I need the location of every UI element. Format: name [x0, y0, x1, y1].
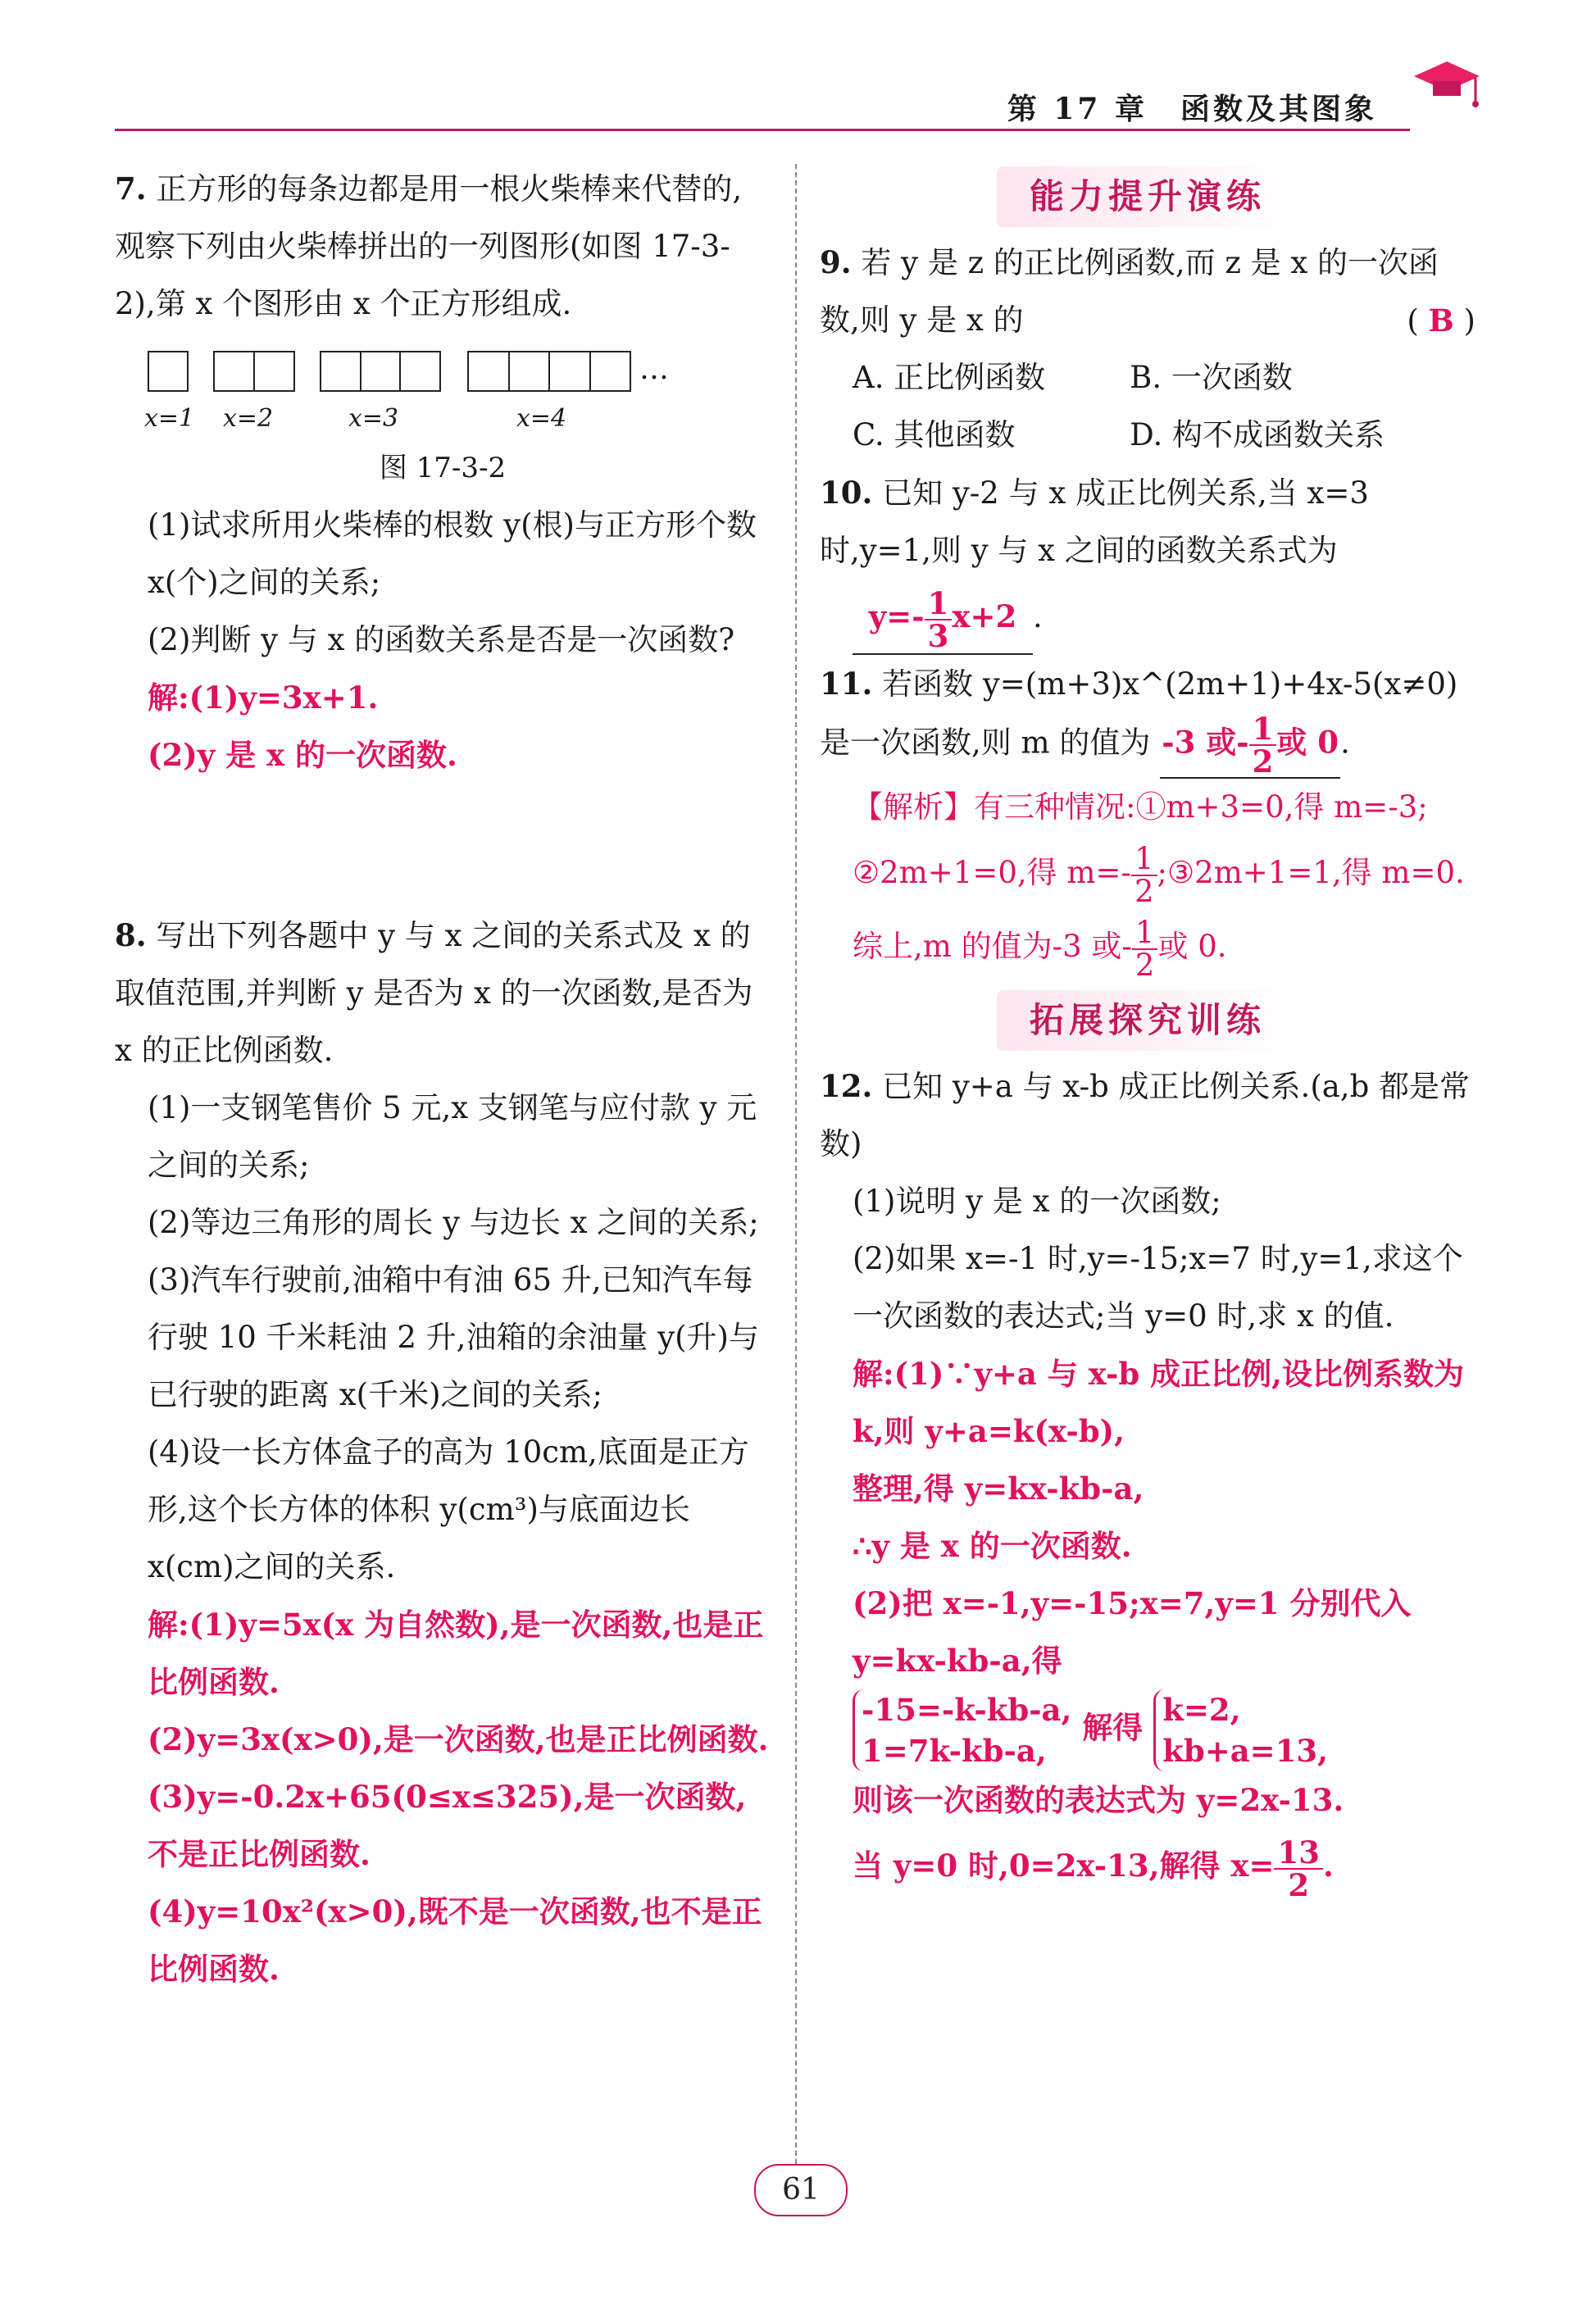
section-heading-extension	[820, 990, 1476, 1051]
figure-label: x=2	[223, 404, 274, 433]
answer-line: (2)把 x=-1,y=-15;x=7,y=1 分别代入 y=kx-kb-a,得	[853, 1585, 1412, 1679]
period: .	[1340, 725, 1350, 761]
sub-question: (2)如果 x=-1 时,y=-15;x=7 时,y=1,求这个一次函数的表达式;当 y=0 时,求 x 的值.	[853, 1241, 1463, 1334]
chapter-title: 第 17 章 函数及其图象	[1007, 92, 1377, 126]
answer-line: 则该一次函数的表达式为 y=2x-13.	[853, 1782, 1344, 1818]
solve-word: 解得	[1082, 1709, 1144, 1746]
answer-line: 解:(1)y=3x+1.	[148, 680, 379, 716]
question-number: 12.	[820, 1068, 873, 1104]
equation: kb+a=13,	[1162, 1733, 1329, 1769]
solution-system	[1153, 1689, 1328, 1771]
equation-system-line	[820, 1689, 1476, 1771]
question-12	[820, 1057, 1476, 1902]
analysis-line	[820, 910, 1476, 984]
question-10	[820, 464, 1476, 655]
page-number: 61	[754, 2164, 848, 2216]
fill-blank-answer	[1160, 713, 1340, 779]
page-header	[115, 78, 1508, 135]
sub-question: (4)设一长方体盒子的高为 10cm,底面是正方形,这个长方体的体积 y(cm³)与底面边长 x(cm)之间的关系.	[148, 1434, 749, 1584]
header-rule	[115, 129, 1410, 131]
question-number: 10.	[820, 475, 873, 511]
equation: 1=7k-kb-a,	[862, 1733, 1047, 1769]
answer-line: 解:(1)∵y+a 与 x-b 成正比例,设比例系数为 k,则 y+a=k(x-b),	[853, 1356, 1465, 1449]
sub-question: (2)判断 y 与 x 的函数关系是否是一次函数?	[148, 622, 735, 657]
answer-line: (2)y=3x(x>0),是一次函数,也是正比例函数.	[148, 1721, 769, 1757]
figure-ellipsis: …	[639, 352, 669, 386]
figure-label: x=1	[144, 404, 195, 433]
left-column	[115, 160, 771, 1998]
fill-blank-answer	[853, 580, 1033, 655]
square-group-1	[148, 351, 189, 392]
answer-line: (3)y=-0.2x+65(0≤x≤325),是一次函数,不是正比例函数.	[148, 1779, 747, 1872]
fraction	[1274, 1834, 1323, 1903]
question-number: 8.	[115, 917, 147, 953]
answer-part: 当 y=0 时,0=2x-13,解得 x=	[853, 1848, 1275, 1884]
denominator: 2	[1252, 743, 1274, 780]
graduation-cap-icon	[1410, 53, 1484, 127]
answer-line: (2)y 是 x 的一次函数.	[148, 737, 457, 773]
choice-b: B. 一次函数	[1130, 360, 1293, 395]
figure-label: x=4	[516, 404, 567, 433]
question-number: 7.	[115, 170, 147, 207]
choices	[820, 349, 1407, 464]
question-stem: 已知 y-2 与 x 成正比例关系,当 x=3 时,y=1,则 y 与 x 之间的函数关系式为	[820, 475, 1369, 568]
analysis-part: 或 0.	[1157, 929, 1227, 964]
figure-caption: 图 17-3-2	[379, 452, 507, 484]
question-8	[115, 907, 771, 1998]
answer-line: 整理,得 y=kx-kb-a,	[853, 1470, 1144, 1507]
answer-part: y=-	[868, 598, 925, 634]
fraction	[925, 584, 953, 654]
question-9	[820, 234, 1476, 464]
numerator: 1	[1132, 917, 1158, 950]
numerator: 1	[1249, 713, 1277, 746]
sub-question: (1)试求所用火柴棒的根数 y(根)与正方形个数 x(个)之间的关系;	[148, 507, 757, 600]
answer-part: .	[1322, 1848, 1334, 1884]
equation: k=2,	[1162, 1692, 1241, 1728]
answer-line: (4)y=10x²(x>0),既不是一次函数,也不是正比例函数.	[148, 1893, 762, 1987]
analysis-part: ②2m+1=0,得 m=-	[853, 855, 1131, 890]
equation: -15=-k-kb-a,	[862, 1692, 1072, 1728]
question-stem: 正方形的每条边都是用一根火柴棒来代替的,观察下列由火柴棒拼出的一列图形(如图 17-3-2),第 x 个图形由 x 个正方形组成.	[115, 171, 743, 321]
analysis-line	[820, 836, 1476, 910]
answer-part: -3 或-	[1162, 724, 1249, 761]
choice-answer: B	[1428, 302, 1454, 339]
analysis-part: 综上,m 的值为-3 或-	[853, 929, 1132, 964]
sub-question: (3)汽车行驶前,油箱中有油 65 升,已知汽车每行驶 10 千米耗油 2 升,油箱的余油量 y(升)与已行驶的距离 x(千米)之间的关系;	[148, 1262, 759, 1412]
sub-question: (1)说明 y 是 x 的一次函数;	[853, 1184, 1221, 1219]
answer-paren-open: (	[1407, 303, 1429, 339]
equation-system	[853, 1689, 1071, 1771]
square-group-2	[213, 351, 295, 392]
section-title: 拓展探究训练	[997, 990, 1298, 1051]
analysis-line: 【解析】有三种情况:①m+3=0,得 m=-3;	[853, 789, 1428, 825]
section-heading-ability	[820, 166, 1476, 227]
denominator: 2	[1134, 873, 1154, 909]
analysis-part: ;③2m+1=1,得 m=0.	[1157, 855, 1465, 890]
question-number: 11.	[820, 666, 873, 702]
answer-line: ∴y 是 x 的一次函数.	[853, 1528, 1132, 1564]
question-7	[115, 160, 771, 784]
denominator: 3	[927, 617, 949, 654]
right-column	[820, 160, 1476, 1902]
square-group-3	[320, 351, 441, 392]
numerator: 1	[925, 588, 953, 620]
figure-label: x=3	[348, 404, 399, 433]
fraction	[1249, 711, 1277, 780]
denominator: 2	[1288, 1866, 1310, 1903]
numerator: 1	[1131, 843, 1157, 876]
question-stem: 写出下列各题中 y 与 x 之间的关系式及 x 的取值范围,并判断 y 是否为 x 的一次函数,是否为 x 的正比例函数.	[115, 918, 753, 1068]
question-number: 9.	[820, 244, 852, 280]
section-title: 能力提升演练	[997, 166, 1298, 227]
answer-part: 或 0	[1276, 724, 1339, 761]
question-11	[820, 655, 1476, 984]
sub-question: (2)等边三角形的周长 y 与边长 x 之间的关系;	[148, 1205, 759, 1240]
period: .	[1033, 599, 1043, 634]
fraction	[1131, 840, 1157, 909]
numerator: 13	[1274, 1837, 1323, 1870]
choice-d: D. 构不成函数关系	[1130, 417, 1385, 452]
answer-line	[820, 1829, 1476, 1902]
answer-part: x+2	[952, 598, 1017, 634]
question-stem: 若 y 是 z 的正比例函数,而 z 是 x 的一次函数,则 y 是 x 的	[820, 245, 1439, 338]
choice-c: C. 其他函数	[853, 417, 1016, 452]
question-stem: 已知 y+a 与 x-b 成正比例关系.(a,b 都是常数)	[820, 1069, 1471, 1161]
question-stem: 若函数 y=(m+3)x^(2m+1)+4x-5(x≠0)是一次函数,则 m 的值为	[820, 666, 1458, 761]
choice-a: A. 正比例函数	[853, 360, 1046, 395]
fraction	[1132, 914, 1158, 983]
matchstick-figure	[144, 341, 771, 439]
denominator: 2	[1134, 947, 1155, 983]
answer-line: 解:(1)y=5x(x 为自然数),是一次函数,也是正比例函数.	[148, 1607, 764, 1700]
sub-question: (1)一支钢笔售价 5 元,x 支钢笔与应付款 y 元之间的关系;	[148, 1090, 757, 1183]
column-divider	[795, 164, 797, 2164]
square-group-4	[467, 351, 631, 392]
answer-paren-close: )	[1453, 303, 1476, 339]
